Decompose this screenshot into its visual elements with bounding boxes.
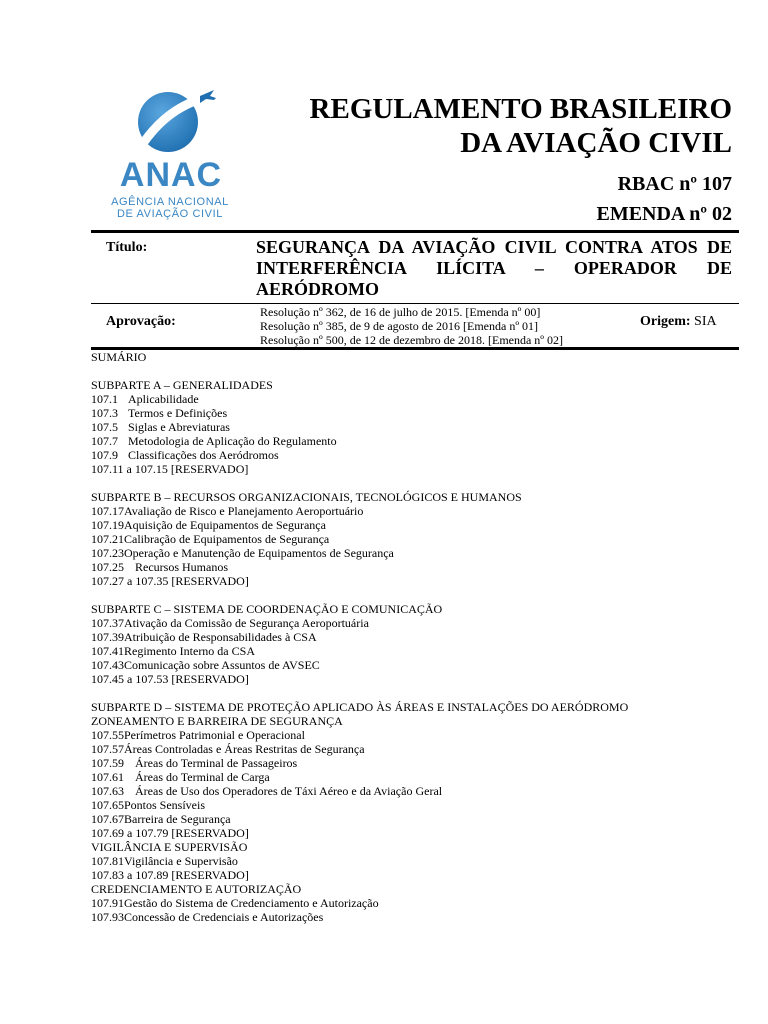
top-rule	[91, 230, 739, 233]
toc-entry: 107.55Perímetros Patrimonial e Operacional	[91, 728, 305, 742]
toc-entry: 107.25 Recursos Humanos	[91, 560, 228, 574]
toc-reservado: 107.45 a 107.53 [RESERVADO]	[91, 672, 249, 686]
toc-entry: 107.57Áreas Controladas e Áreas Restritas de Segurança	[91, 742, 365, 756]
resolucao-line: Resolução nº 385, de 9 de agosto de 2016 [Emenda nº 01]	[260, 319, 539, 333]
toc-entry: 107.59 Áreas do Terminal de Passageiros	[91, 756, 298, 770]
airplane-globe-icon	[104, 84, 236, 164]
title-line-2: DA AVIAÇÃO CIVIL	[460, 127, 732, 159]
toc-entry: 107.67Barreira de Segurança	[91, 812, 231, 826]
resolucoes-list	[260, 305, 563, 347]
toc-entry: 107.61 Áreas do Terminal de Carga	[91, 770, 270, 784]
toc-entry: 107.17Avaliação de Risco e Planejamento Aeroportuário	[91, 504, 364, 518]
emenda-number: EMENDA nº 02	[596, 203, 732, 225]
titulo-text: SEGURANÇA DA AVIAÇÃO CIVIL CONTRA ATOS DE INTERFERÊNCIA ILÍCITA – OPERADOR DE AERÓDROMO	[256, 237, 732, 299]
toc-entry: 107.5 Siglas e Abreviaturas	[91, 420, 230, 434]
toc-entry: 107.21Calibração de Equipamentos de Segurança	[91, 532, 330, 546]
toc-entry: 107.81Vigilância e Supervisão	[91, 854, 238, 868]
zoneamento-heading: ZONEAMENTO E BARREIRA DE SEGURANÇA	[91, 714, 343, 728]
toc-reservado: 107.11 a 107.15 [RESERVADO]	[91, 462, 249, 476]
toc-reservado: 107.69 a 107.79 [RESERVADO]	[91, 826, 249, 840]
toc-entry: 107.39Atribuição de Responsabilidades à CSA	[91, 630, 317, 644]
subparte-c-heading: SUBPARTE C – SISTEMA DE COORDENAÇÃO E COMUNICAÇÃO	[91, 602, 443, 616]
aprovacao-label: Aprovação:	[106, 314, 176, 329]
toc-entry: 107.1 Aplicabilidade	[91, 392, 199, 406]
subparte-b-heading: SUBPARTE B – RECURSOS ORGANIZACIONAIS, TECNOLÓGICOS E HUMANOS	[91, 490, 522, 504]
credenciamento-heading: CREDENCIAMENTO E AUTORIZAÇÃO	[91, 882, 302, 896]
subparte-a-heading: SUBPARTE A – GENERALIDADES	[91, 378, 273, 392]
vigilancia-heading: VIGILÂNCIA E SUPERVISÃO	[91, 840, 248, 854]
origem-value: SIA	[694, 314, 717, 329]
toc-entry: 107.9 Classificações dos Aeródromos	[91, 448, 279, 462]
resolucao-line: Resolução nº 500, de 12 de dezembro de 2018. [Emenda nº 02]	[260, 333, 564, 347]
toc-entry: 107.65Pontos Sensíveis	[91, 798, 206, 812]
rbac-number: RBAC nº 107	[617, 173, 732, 195]
sumario-title: SUMÁRIO	[91, 350, 147, 364]
logo-subtitle-line1: AGÊNCIA NACIONAL	[111, 196, 229, 208]
toc-entry: 107.63 Áreas de Uso dos Operadores de Táxi Aéreo e da Aviação Geral	[91, 784, 443, 798]
logo-subtitle-line2: DE AVIAÇÃO CIVIL	[117, 208, 223, 220]
anac-logo	[104, 84, 236, 220]
toc-entry: 107.23Operação e Manutenção de Equipamentos de Segurança	[91, 546, 394, 560]
logo-word: ANAC	[119, 156, 223, 194]
titulo-label: Título:	[106, 240, 148, 255]
toc-entry: 107.3 Termos e Definições	[91, 406, 228, 420]
toc-entry: 107.19Aquisição de Equipamentos de Segurança	[91, 518, 326, 532]
title-line-1: REGULAMENTO BRASILEIRO	[309, 93, 732, 125]
toc-entry: 107.93Concessão de Credenciais e Autorizações	[91, 910, 324, 924]
origem	[640, 314, 717, 330]
origem-label: Origem:	[640, 314, 691, 329]
subparte-d-heading: SUBPARTE D – SISTEMA DE PROTEÇÃO APLICADO ÀS ÁREAS E INSTALAÇÕES DO AERÓDROMO	[91, 700, 629, 714]
toc-entry: 107.7 Metodologia de Aplicação do Regulamento	[91, 434, 337, 448]
toc-reservado: 107.83 a 107.89 [RESERVADO]	[91, 868, 249, 882]
toc-entry: 107.91Gestão do Sistema de Credenciamento e Autorização	[91, 896, 379, 910]
toc-reservado: 107.27 a 107.35 [RESERVADO]	[91, 574, 249, 588]
toc-entry: 107.43Comunicação sobre Assuntos de AVSEC	[91, 658, 320, 672]
sumario	[91, 350, 751, 924]
resolucao-line: Resolução nº 362, de 16 de julho de 2015. [Emenda nº 00]	[260, 305, 541, 319]
middle-rule	[91, 303, 739, 304]
document-header	[310, 92, 732, 228]
toc-entry: 107.37Ativação da Comissão de Segurança Aeroportuária	[91, 616, 369, 630]
toc-entry: 107.41Regimento Interno da CSA	[91, 644, 255, 658]
